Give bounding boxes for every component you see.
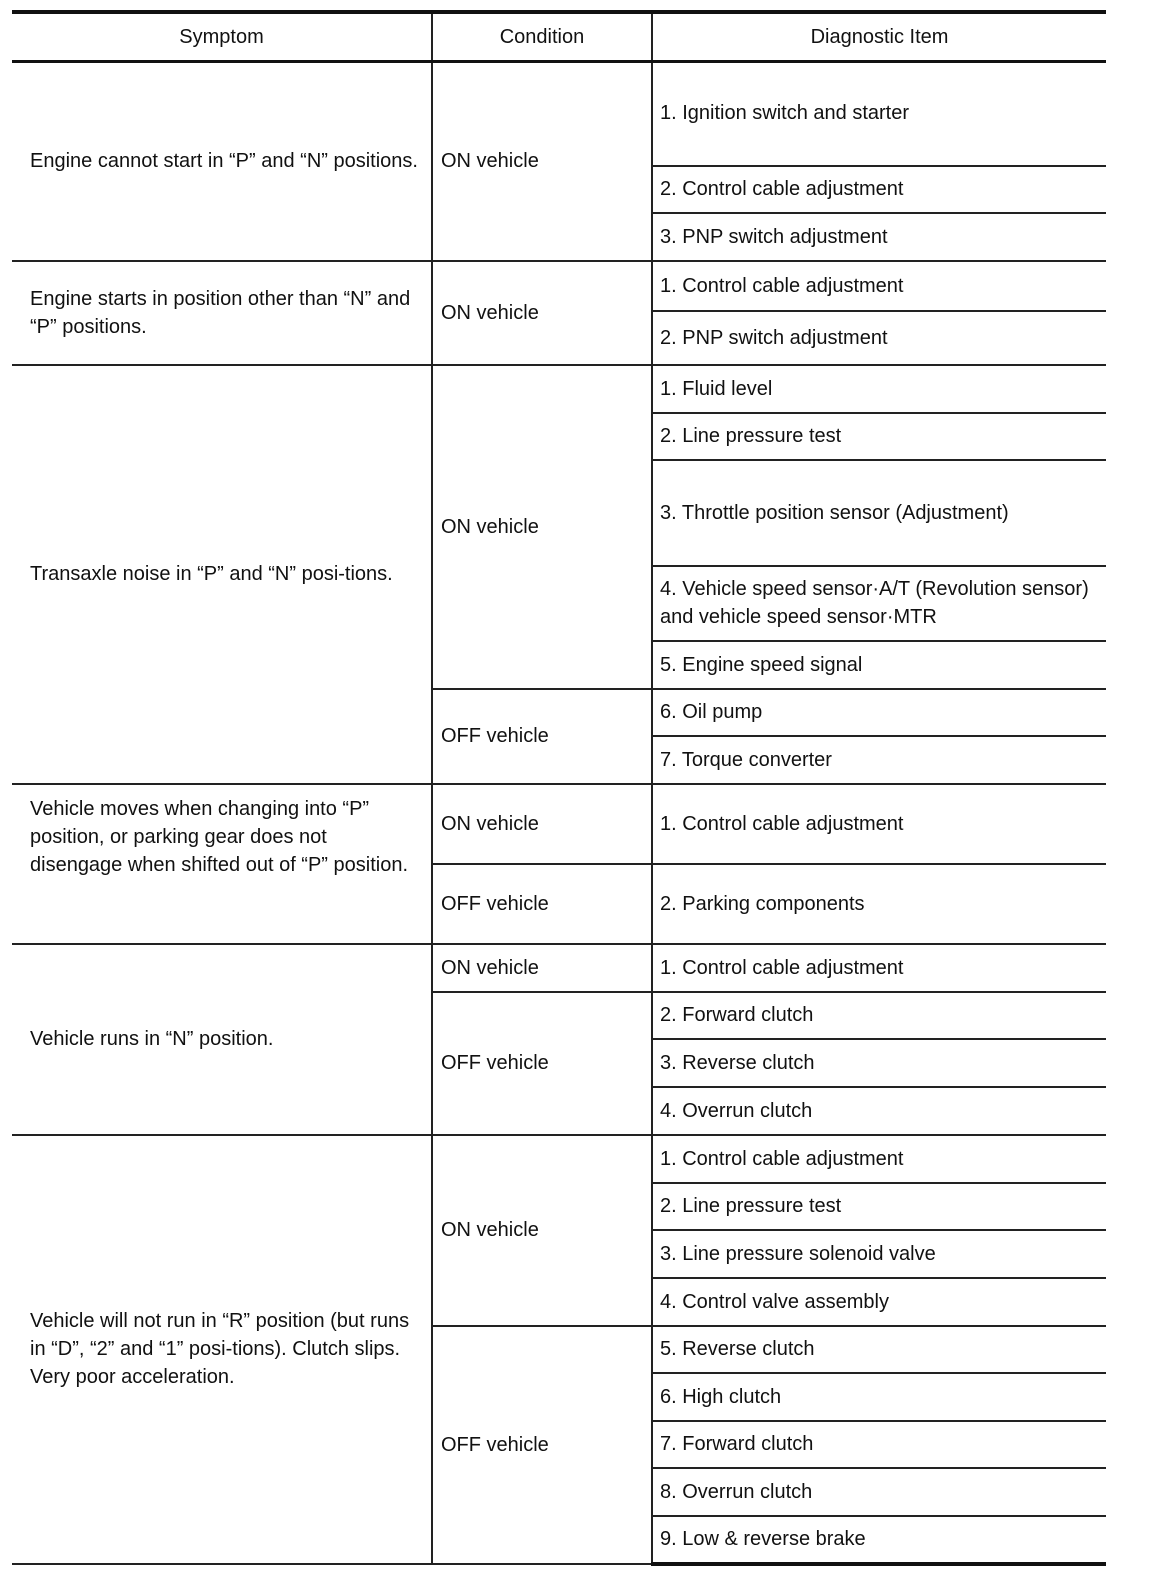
diagnostic-item-cell: 3. Throttle position sensor (Adjustment) bbox=[652, 460, 1106, 566]
header-row bbox=[12, 12, 1106, 62]
diagnostic-item-cell: 7. Forward clutch bbox=[652, 1421, 1106, 1468]
diagnostic-item-cell: 1. Control cable adjustment bbox=[652, 1135, 1106, 1183]
table-row bbox=[12, 784, 1106, 864]
diagnostic-item-cell: 3. Reverse clutch bbox=[652, 1039, 1106, 1087]
condition-cell: ON vehicle bbox=[432, 784, 652, 864]
diagnostic-item-cell: 1. Control cable adjustment bbox=[652, 944, 1106, 992]
condition-cell: OFF vehicle bbox=[432, 1326, 652, 1564]
table-row bbox=[12, 62, 1106, 166]
condition-cell: ON vehicle bbox=[432, 1135, 652, 1326]
table-row bbox=[12, 365, 1106, 413]
diagnostic-item-cell: 8. Overrun clutch bbox=[652, 1468, 1106, 1516]
condition-cell: ON vehicle bbox=[432, 261, 652, 365]
diagnostic-item-cell: 1. Fluid level bbox=[652, 365, 1106, 413]
diagnostic-item-cell: 3. PNP switch adjustment bbox=[652, 213, 1106, 261]
table-row bbox=[12, 261, 1106, 311]
diagnostic-item-cell: 2. PNP switch adjustment bbox=[652, 311, 1106, 365]
condition-cell: OFF vehicle bbox=[432, 689, 652, 784]
condition-cell: OFF vehicle bbox=[432, 864, 652, 944]
table-row bbox=[12, 1135, 1106, 1183]
diagnostic-item-cell: 2. Forward clutch bbox=[652, 992, 1106, 1039]
diagnostic-item-cell: 4. Vehicle speed sensor·A/T (Revolution sensor) and vehicle speed sensor·MTR bbox=[652, 566, 1106, 641]
symptom-cell: Vehicle moves when changing into “P” position, or parking gear does not disengage when shifted out of “P” position. bbox=[12, 784, 432, 944]
symptom-cell: Transaxle noise in “P” and “N” posi-tions. bbox=[12, 365, 432, 784]
symptom-cell bbox=[12, 1135, 432, 1564]
table-row bbox=[12, 944, 1106, 992]
diagnostic-item-cell: 1. Control cable adjustment bbox=[652, 261, 1106, 311]
diagnostic-item-cell: 2. Parking components bbox=[652, 864, 1106, 944]
diagnostic-item-cell: 2. Line pressure test bbox=[652, 413, 1106, 460]
diagnostic-item-cell: 5. Engine speed signal bbox=[652, 641, 1106, 689]
diagnostic-item-cell: 1. Control cable adjustment bbox=[652, 784, 1106, 864]
diagnostic-item-cell: 6. Oil pump bbox=[652, 689, 1106, 736]
symptom-cell: Engine starts in position other than “N” and “P” positions. bbox=[12, 261, 432, 365]
header-diagnostic-item: Diagnostic Item bbox=[652, 12, 1106, 62]
diagnostic-table bbox=[12, 10, 1106, 1566]
diagnostic-item-cell: 7. Torque converter bbox=[652, 736, 1106, 784]
symptom-text: Very poor acceleration. bbox=[30, 1366, 235, 1388]
diagnostic-item-cell: 1. Ignition switch and starter bbox=[652, 62, 1106, 166]
diagnostic-item-cell: 6. High clutch bbox=[652, 1373, 1106, 1421]
diagnostic-item-cell: 9. Low & reverse brake bbox=[652, 1516, 1106, 1564]
diagnostic-item-cell: 4. Control valve assembly bbox=[652, 1278, 1106, 1326]
header-symptom: Symptom bbox=[12, 12, 432, 62]
condition-cell: ON vehicle bbox=[432, 62, 652, 261]
symptom-cell: Vehicle runs in “N” position. bbox=[12, 944, 432, 1135]
diagnostic-item-cell: 5. Reverse clutch bbox=[652, 1326, 1106, 1373]
condition-cell: ON vehicle bbox=[432, 944, 652, 992]
header-condition: Condition bbox=[432, 12, 652, 62]
symptom-text: Vehicle will not run in “R” position (but runs in “D”, “2” and “1” posi-tions). Clutch slips. bbox=[30, 1310, 410, 1360]
condition-cell: ON vehicle bbox=[432, 365, 652, 689]
condition-cell: OFF vehicle bbox=[432, 992, 652, 1135]
symptom-cell: Engine cannot start in “P” and “N” positions. bbox=[12, 62, 432, 261]
diagnostic-item-cell: 2. Line pressure test bbox=[652, 1183, 1106, 1230]
diagnostic-item-cell: 2. Control cable adjustment bbox=[652, 166, 1106, 213]
diagnostic-item-cell: 3. Line pressure solenoid valve bbox=[652, 1230, 1106, 1278]
diagnostic-item-cell: 4. Overrun clutch bbox=[652, 1087, 1106, 1135]
